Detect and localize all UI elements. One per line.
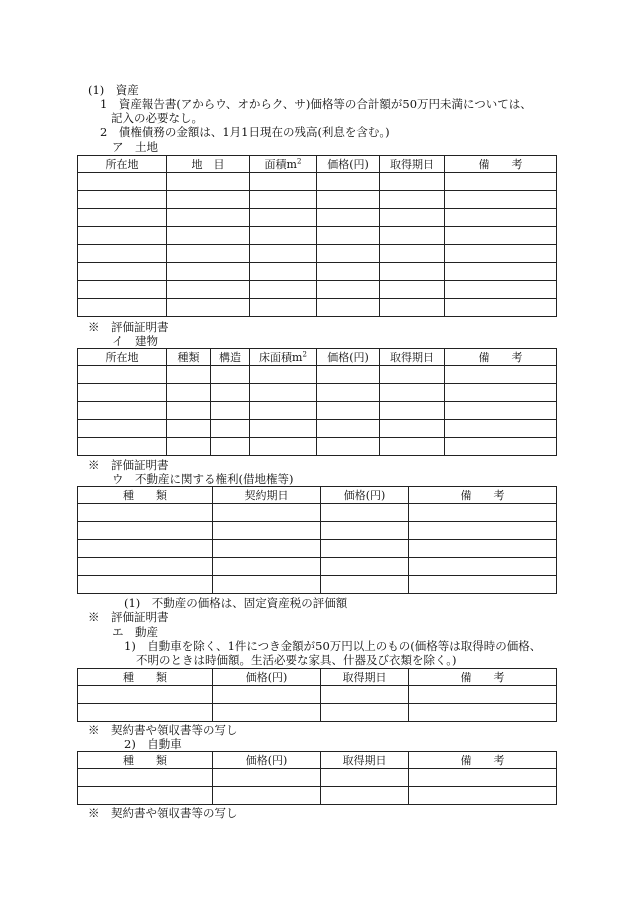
building-cell[interactable] xyxy=(211,384,250,402)
vehicles-cell[interactable] xyxy=(321,769,409,787)
building-table xyxy=(77,348,557,456)
building-row xyxy=(78,438,557,456)
note-2: 2 債権債務の金額は、1月1日現在の残高(利息を含む。) xyxy=(100,125,390,139)
movables-col-acquired: 取得期日 xyxy=(321,669,409,686)
land-cell[interactable] xyxy=(445,173,557,191)
building-cell[interactable] xyxy=(78,438,167,456)
movables-cell[interactable] xyxy=(78,686,213,704)
rights-cell[interactable] xyxy=(213,540,321,558)
rights-cell[interactable] xyxy=(321,558,409,576)
building-cell[interactable] xyxy=(167,384,211,402)
rights-row xyxy=(78,522,557,540)
building-cell[interactable] xyxy=(78,366,167,384)
movables-row xyxy=(78,704,557,722)
land-cell[interactable] xyxy=(317,263,380,281)
land-cell[interactable] xyxy=(250,173,317,191)
land-cell[interactable] xyxy=(317,227,380,245)
land-cell[interactable] xyxy=(167,263,250,281)
building-col-location: 所在地 xyxy=(78,349,167,366)
movables-cell[interactable] xyxy=(409,686,557,704)
land-cell[interactable] xyxy=(167,245,250,263)
rights-cell[interactable] xyxy=(213,504,321,522)
building-cell[interactable] xyxy=(317,438,380,456)
land-row xyxy=(78,245,557,263)
building-cell[interactable] xyxy=(380,384,445,402)
land-cell[interactable] xyxy=(167,191,250,209)
building-cell[interactable] xyxy=(78,402,167,420)
rights-cell[interactable] xyxy=(78,504,213,522)
note-1-line-1: 1 資産報告書(アからウ、オからク、サ)価格等の合計額が50万円未満については、 xyxy=(100,97,532,111)
land-cell[interactable] xyxy=(78,281,167,299)
building-cell[interactable] xyxy=(445,366,557,384)
land-cell[interactable] xyxy=(167,227,250,245)
rights-row xyxy=(78,576,557,594)
building-cell[interactable] xyxy=(380,438,445,456)
building-cell[interactable] xyxy=(317,384,380,402)
rights-table xyxy=(77,486,557,594)
movables-cell[interactable] xyxy=(409,704,557,722)
building-col-type: 種類 xyxy=(167,349,211,366)
land-cell[interactable] xyxy=(250,227,317,245)
building-cell[interactable] xyxy=(250,402,317,420)
land-cell[interactable] xyxy=(167,299,250,317)
vehicles-cell[interactable] xyxy=(409,787,557,805)
land-table xyxy=(77,155,557,317)
rights-cell[interactable] xyxy=(78,576,213,594)
land-cell[interactable] xyxy=(380,191,445,209)
land-cell[interactable] xyxy=(445,245,557,263)
rights-sub-note: (1) 不動産の価格は、固定資産税の評価額 xyxy=(124,596,348,610)
land-cell[interactable] xyxy=(250,281,317,299)
land-row xyxy=(78,173,557,191)
building-cell[interactable] xyxy=(78,384,167,402)
land-col-acquired: 取得期日 xyxy=(380,156,445,173)
land-cell[interactable] xyxy=(445,227,557,245)
rights-cell[interactable] xyxy=(213,576,321,594)
vehicles-body xyxy=(78,769,557,805)
rights-col-contract-date: 契約期日 xyxy=(213,487,321,504)
land-col-area-sup: 2 xyxy=(296,157,302,166)
building-cell[interactable] xyxy=(211,438,250,456)
movables-col-type: 種 類 xyxy=(78,669,213,686)
vehicles-col-type: 種 類 xyxy=(78,752,213,769)
vehicles-col-remarks: 備 考 xyxy=(409,752,557,769)
land-body xyxy=(78,173,557,317)
building-cell[interactable] xyxy=(167,420,211,438)
movables-item1-line-2: 不明のときは時価額。生活必要な家具、什器及び衣類を除く。) xyxy=(136,653,457,667)
land-cell[interactable] xyxy=(78,209,167,227)
rights-cell[interactable] xyxy=(321,522,409,540)
movables-item1-line-1: 1) 自動車を除く、1件につき金額が50万円以上のもの(価格等は取得時の価格、 xyxy=(124,639,542,653)
land-col-area xyxy=(250,156,317,173)
building-cell[interactable] xyxy=(317,420,380,438)
building-col-floor-area-label: 床面積m xyxy=(259,351,303,364)
section-heading: (1) 資産 xyxy=(88,83,139,97)
land-cell[interactable] xyxy=(380,281,445,299)
movables-col-remarks: 備 考 xyxy=(409,669,557,686)
land-cell[interactable] xyxy=(167,173,250,191)
vehicles-table xyxy=(77,751,557,805)
rights-row xyxy=(78,540,557,558)
rights-cell[interactable] xyxy=(78,522,213,540)
land-header-row xyxy=(78,156,557,173)
building-col-acquired: 取得期日 xyxy=(380,349,445,366)
vehicles-row xyxy=(78,769,557,787)
rights-cell[interactable] xyxy=(409,522,557,540)
land-row xyxy=(78,281,557,299)
rights-title: ウ 不動産に関する権利(借地権等) xyxy=(112,472,294,486)
building-row xyxy=(78,420,557,438)
building-cell[interactable] xyxy=(211,420,250,438)
land-cell[interactable] xyxy=(317,173,380,191)
building-cell[interactable] xyxy=(78,420,167,438)
building-cell[interactable] xyxy=(167,366,211,384)
land-cell[interactable] xyxy=(78,299,167,317)
rights-header-row xyxy=(78,487,557,504)
movables-cell[interactable] xyxy=(213,686,321,704)
land-col-area-label: 面積m xyxy=(264,158,297,171)
land-cell[interactable] xyxy=(445,299,557,317)
land-cell[interactable] xyxy=(317,209,380,227)
building-row xyxy=(78,384,557,402)
land-cell[interactable] xyxy=(167,281,250,299)
movables-note: ※ 契約書や領収書等の写し xyxy=(88,723,238,737)
building-header-row xyxy=(78,349,557,366)
land-cell[interactable] xyxy=(78,173,167,191)
building-cell[interactable] xyxy=(380,366,445,384)
land-col-price: 価格(円) xyxy=(317,156,380,173)
rights-cell[interactable] xyxy=(409,558,557,576)
movables-table xyxy=(77,668,557,722)
vehicles-cell[interactable] xyxy=(213,769,321,787)
building-col-floor-area-sup: 2 xyxy=(302,350,307,359)
building-cell[interactable] xyxy=(250,384,317,402)
movables-title: エ 動産 xyxy=(112,625,158,639)
land-cell[interactable] xyxy=(380,227,445,245)
building-note: ※ 評価証明書 xyxy=(88,458,169,472)
land-cell[interactable] xyxy=(445,209,557,227)
rights-cell[interactable] xyxy=(213,522,321,540)
movables-cell[interactable] xyxy=(321,686,409,704)
building-cell[interactable] xyxy=(445,438,557,456)
building-cell[interactable] xyxy=(167,438,211,456)
land-cell[interactable] xyxy=(167,209,250,227)
building-cell[interactable] xyxy=(167,402,211,420)
land-cell[interactable] xyxy=(317,191,380,209)
land-cell[interactable] xyxy=(380,299,445,317)
land-row xyxy=(78,191,557,209)
land-cell[interactable] xyxy=(250,263,317,281)
building-col-floor-area xyxy=(250,349,317,366)
building-cell[interactable] xyxy=(211,366,250,384)
land-col-remarks: 備 考 xyxy=(445,156,557,173)
land-cell[interactable] xyxy=(380,245,445,263)
land-cell[interactable] xyxy=(78,227,167,245)
land-title: ア 土地 xyxy=(112,140,158,154)
land-cell[interactable] xyxy=(250,191,317,209)
building-cell[interactable] xyxy=(380,402,445,420)
building-cell[interactable] xyxy=(317,366,380,384)
land-cell[interactable] xyxy=(78,191,167,209)
rights-col-remarks: 備 考 xyxy=(409,487,557,504)
movables-col-price: 価格(円) xyxy=(213,669,321,686)
rights-col-price: 価格(円) xyxy=(321,487,409,504)
land-cell[interactable] xyxy=(78,263,167,281)
land-cell[interactable] xyxy=(250,209,317,227)
rights-cell[interactable] xyxy=(213,558,321,576)
rights-cell[interactable] xyxy=(409,576,557,594)
land-cell[interactable] xyxy=(445,281,557,299)
movables-cell[interactable] xyxy=(78,704,213,722)
land-cell[interactable] xyxy=(317,245,380,263)
building-cell[interactable] xyxy=(445,384,557,402)
rights-col-type: 種 類 xyxy=(78,487,213,504)
land-row xyxy=(78,227,557,245)
land-cell[interactable] xyxy=(445,191,557,209)
land-cell[interactable] xyxy=(380,173,445,191)
rights-cell[interactable] xyxy=(321,504,409,522)
movables-header-row xyxy=(78,669,557,686)
building-cell[interactable] xyxy=(250,438,317,456)
rights-cell[interactable] xyxy=(321,540,409,558)
building-cell[interactable] xyxy=(211,402,250,420)
building-cell[interactable] xyxy=(445,420,557,438)
vehicles-cell[interactable] xyxy=(78,787,213,805)
land-cell[interactable] xyxy=(250,299,317,317)
land-cell[interactable] xyxy=(317,299,380,317)
rights-cell[interactable] xyxy=(321,576,409,594)
building-title: イ 建物 xyxy=(112,334,158,348)
vehicles-col-acquired: 取得期日 xyxy=(321,752,409,769)
note-1-line-2: 記入の必要なし。 xyxy=(111,111,203,125)
building-cell[interactable] xyxy=(445,402,557,420)
vehicles-note: ※ 契約書や領収書等の写し xyxy=(88,806,238,820)
building-row xyxy=(78,402,557,420)
land-cell[interactable] xyxy=(78,245,167,263)
vehicles-title: 2) 自動車 xyxy=(124,737,182,751)
vehicles-cell[interactable] xyxy=(409,769,557,787)
building-row xyxy=(78,366,557,384)
rights-note: ※ 評価証明書 xyxy=(88,610,169,624)
rights-row xyxy=(78,504,557,522)
rights-cell[interactable] xyxy=(78,540,213,558)
land-row xyxy=(78,209,557,227)
vehicles-row xyxy=(78,787,557,805)
building-cell[interactable] xyxy=(317,402,380,420)
land-note: ※ 評価証明書 xyxy=(88,320,169,334)
building-body xyxy=(78,366,557,456)
rights-body xyxy=(78,504,557,594)
rights-cell[interactable] xyxy=(409,504,557,522)
movables-body xyxy=(78,686,557,722)
movables-cell[interactable] xyxy=(213,704,321,722)
building-col-structure: 構造 xyxy=(211,349,250,366)
land-row xyxy=(78,299,557,317)
land-cell[interactable] xyxy=(317,281,380,299)
land-col-category: 地 目 xyxy=(167,156,250,173)
building-col-remarks: 備 考 xyxy=(445,349,557,366)
movables-row xyxy=(78,686,557,704)
land-row xyxy=(78,263,557,281)
building-cell[interactable] xyxy=(250,366,317,384)
land-col-location: 所在地 xyxy=(78,156,167,173)
building-col-price: 価格(円) xyxy=(317,349,380,366)
rights-row xyxy=(78,558,557,576)
land-cell[interactable] xyxy=(445,263,557,281)
rights-cell[interactable] xyxy=(409,540,557,558)
building-cell[interactable] xyxy=(250,420,317,438)
land-cell[interactable] xyxy=(250,245,317,263)
movables-cell[interactable] xyxy=(321,704,409,722)
vehicles-cell[interactable] xyxy=(321,787,409,805)
vehicles-cell[interactable] xyxy=(78,769,213,787)
rights-cell[interactable] xyxy=(78,558,213,576)
vehicles-header-row xyxy=(78,752,557,769)
vehicles-cell[interactable] xyxy=(213,787,321,805)
land-cell[interactable] xyxy=(380,209,445,227)
building-cell[interactable] xyxy=(380,420,445,438)
vehicles-col-price: 価格(円) xyxy=(213,752,321,769)
land-cell[interactable] xyxy=(380,263,445,281)
